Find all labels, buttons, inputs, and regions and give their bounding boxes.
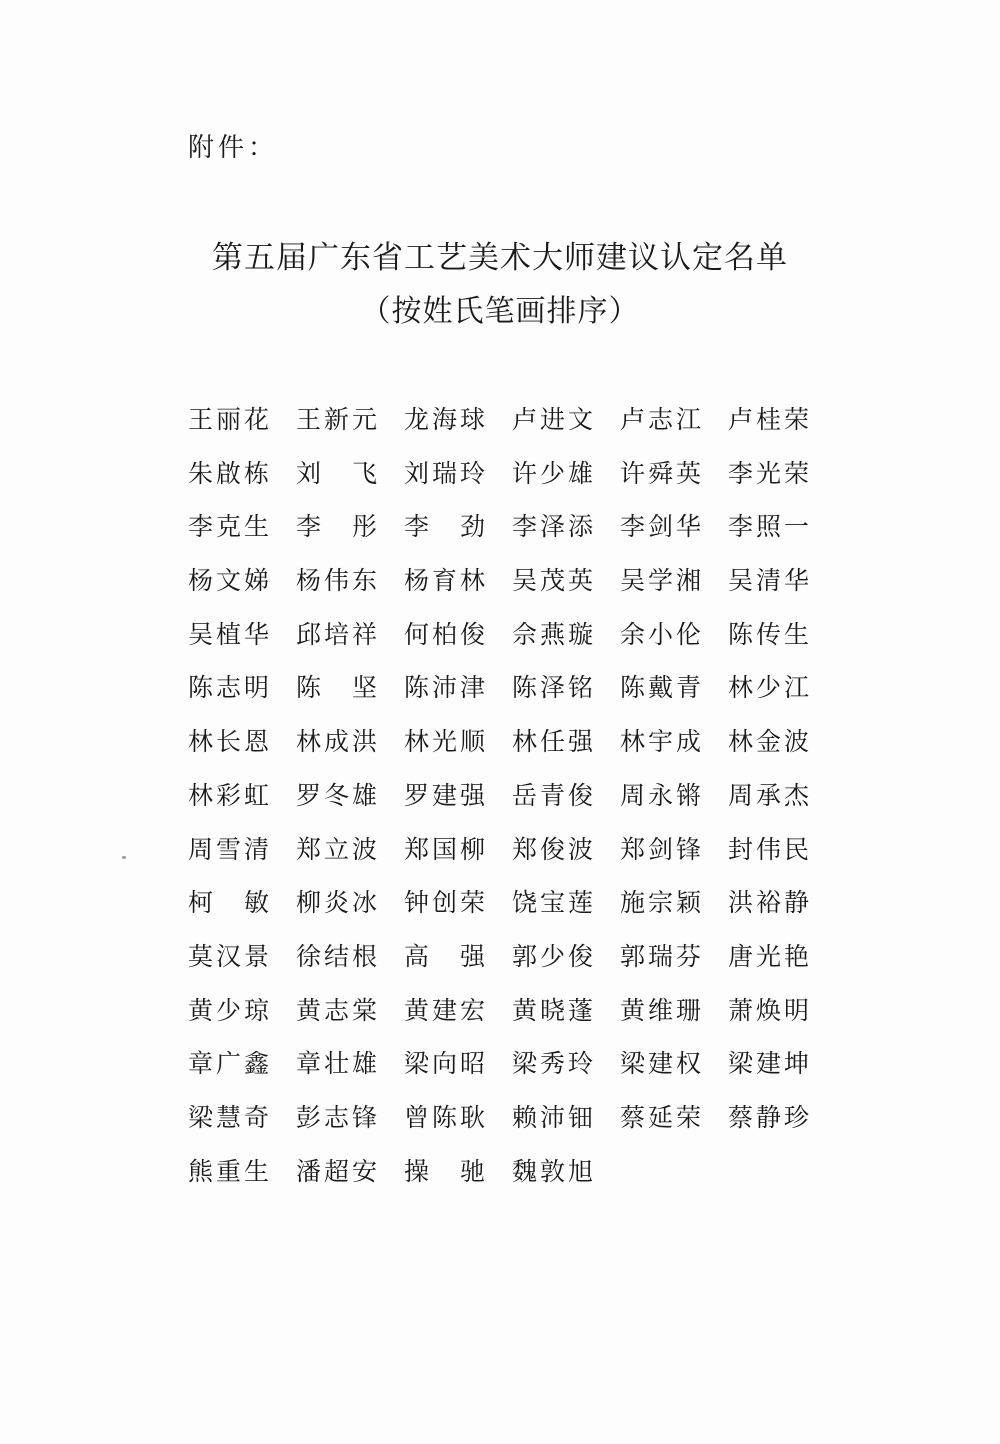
- name-entry: 黄少琼: [188, 995, 273, 1025]
- name-entry: 梁秀玲: [512, 1049, 597, 1079]
- name-entry: 章壮雄: [296, 1049, 381, 1079]
- name-entry: 林金波: [728, 727, 813, 757]
- name-list: [188, 398, 848, 1203]
- name-entry: 陈志明: [188, 673, 273, 703]
- name-entry: 郑立波: [296, 834, 381, 864]
- name-entry: 熊重生: [188, 1156, 273, 1186]
- name-entry: 周雪清: [188, 834, 273, 864]
- name-entry: 佘燕璇: [512, 619, 597, 649]
- name-entry: 林彩虹: [188, 780, 273, 810]
- name-entry: 唐光艳: [728, 941, 813, 971]
- name-entry: 王新元: [296, 405, 381, 434]
- name-entry: 郑剑锋: [620, 834, 705, 864]
- name-entry: 卢桂荣: [728, 405, 813, 434]
- document-subtitle: （按姓氏笔画排序）: [360, 294, 640, 329]
- name-entry: 周永锵: [620, 780, 705, 810]
- name-entry: 莫汉景: [188, 941, 273, 971]
- name-entry: 李照一: [728, 512, 813, 542]
- name-entry: 卢进文: [512, 405, 597, 434]
- name-entry: 李克生: [188, 512, 273, 542]
- name-entry: 林少江: [728, 673, 813, 703]
- name-entry: 郭瑞芬: [620, 941, 705, 971]
- name-entry: 施宗颖: [620, 888, 705, 918]
- name-entry: 魏敦旭: [512, 1156, 597, 1186]
- name-entry: 黄建宏: [404, 995, 489, 1025]
- name-entry: 梁建权: [620, 1049, 705, 1079]
- name-entry: 许少雄: [512, 458, 597, 488]
- name-entry: 徐结根: [296, 941, 381, 971]
- name-entry: 陈 坚: [296, 673, 381, 703]
- name-entry: 罗冬雄: [296, 780, 381, 810]
- name-entry: 陈戴青: [620, 673, 705, 703]
- name-entry: 何柏俊: [404, 619, 489, 649]
- name-entry: 林宇成: [620, 727, 705, 757]
- name-entry: 郑俊波: [512, 834, 597, 864]
- name-entry: 吴茂英: [512, 566, 597, 596]
- name-entry: 卢志江: [620, 405, 705, 434]
- name-entry: 柯 敏: [188, 888, 273, 918]
- name-entry: 杨育林: [404, 566, 489, 596]
- name-entry: 柳炎冰: [296, 888, 381, 918]
- name-entry: 许舜英: [620, 458, 705, 488]
- scan-speck: [122, 856, 126, 859]
- name-entry: 李泽添: [512, 512, 597, 542]
- name-entry: 曾陈耿: [404, 1102, 489, 1132]
- name-entry: 赖沛钿: [512, 1102, 597, 1132]
- name-entry: 李剑华: [620, 512, 705, 542]
- name-entry: 潘超安: [296, 1156, 381, 1186]
- name-entry: 梁慧奇: [188, 1102, 273, 1132]
- name-entry: 刘瑞玲: [404, 458, 489, 488]
- name-entry: 饶宝莲: [512, 888, 597, 918]
- name-entry: 林长恩: [188, 727, 273, 757]
- name-entry: 黄志棠: [296, 995, 381, 1025]
- name-entry: 林任强: [512, 727, 597, 757]
- name-entry: 吴学湘: [620, 566, 705, 596]
- name-entry: 操 驰: [404, 1156, 489, 1186]
- name-entry: 罗建强: [404, 780, 489, 810]
- name-entry: 封伟民: [728, 834, 813, 864]
- name-entry: 陈沛津: [404, 673, 489, 703]
- name-entry: 吴植华: [188, 619, 273, 649]
- name-entry: 吴清华: [728, 566, 813, 596]
- name-entry: 杨文娣: [188, 566, 273, 596]
- name-entry: 蔡静珍: [728, 1102, 813, 1132]
- name-entry: 朱啟栋: [188, 458, 273, 488]
- name-entry: 刘 飞: [296, 458, 381, 488]
- name-entry: 余小伦: [620, 619, 705, 649]
- name-entry: 郑国柳: [404, 834, 489, 864]
- name-entry: 钟创荣: [404, 888, 489, 918]
- name-entry: 李 劲: [404, 512, 489, 542]
- name-entry: 彭志锋: [296, 1102, 381, 1132]
- name-entry: 黄维珊: [620, 995, 705, 1025]
- name-entry: 高 强: [404, 941, 489, 971]
- document-title: 第五届广东省工艺美术大师建议认定名单: [212, 240, 788, 276]
- name-entry: 章广鑫: [188, 1049, 273, 1079]
- name-entry: 梁建坤: [728, 1049, 813, 1079]
- attachment-label: 附件：: [188, 133, 279, 163]
- name-entry: 蔡延荣: [620, 1102, 705, 1132]
- name-entry: 李光荣: [728, 458, 813, 488]
- name-entry: 陈传生: [728, 619, 813, 649]
- name-entry: 林成洪: [296, 727, 381, 757]
- name-entry: 王丽花: [188, 405, 273, 434]
- name-entry: 郭少俊: [512, 941, 597, 971]
- name-entry: 黄晓蓬: [512, 995, 597, 1025]
- name-entry: 林光顺: [404, 727, 489, 757]
- name-entry: 陈泽铭: [512, 673, 597, 703]
- name-entry: 周承杰: [728, 780, 813, 810]
- name-entry: 梁向昭: [404, 1049, 489, 1079]
- name-entry: 李 彤: [296, 512, 381, 542]
- name-entry: 萧焕明: [728, 995, 813, 1025]
- name-entry: 岳青俊: [512, 780, 597, 810]
- name-entry: 邱培祥: [296, 619, 381, 649]
- name-entry: 杨伟东: [296, 566, 381, 596]
- name-entry: 龙海球: [404, 405, 489, 434]
- name-entry: 洪裕静: [728, 888, 813, 918]
